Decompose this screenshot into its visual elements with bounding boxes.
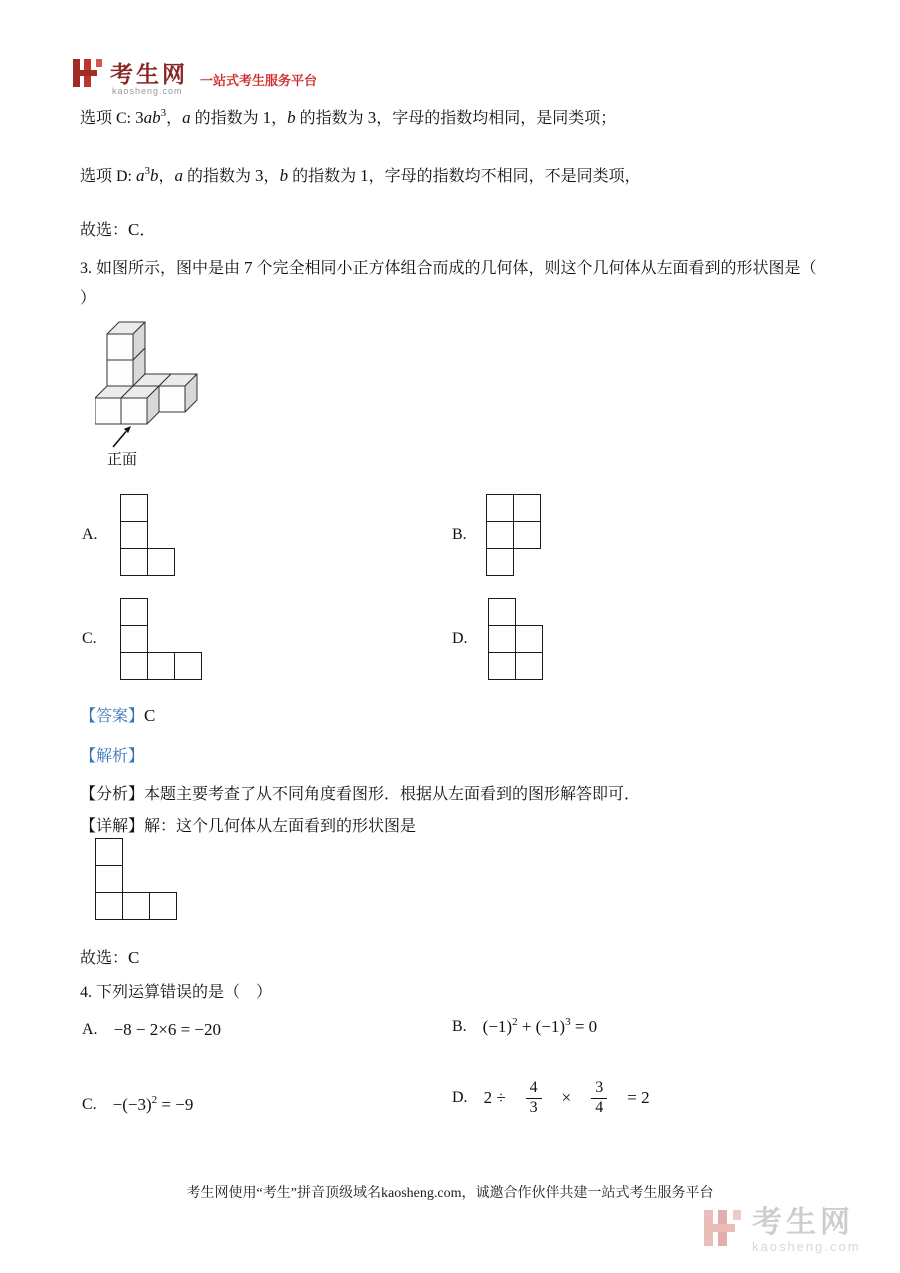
text-segment: 4. 下列运算错误的是（ ） (80, 984, 273, 1001)
fraction-numerator: 4 (526, 1080, 542, 1099)
analysis-text (80, 782, 870, 808)
text-segment: a (136, 166, 145, 185)
analysis-header (80, 744, 870, 770)
explanation-figure (95, 838, 177, 920)
grid-cell (486, 521, 514, 549)
fraction-three-fourths (591, 1080, 607, 1117)
q4-option-a-label: A. (82, 1021, 98, 1038)
text-segment: = 0 (570, 1017, 598, 1036)
option-d-label: D. (452, 630, 468, 647)
text-segment: b (287, 108, 296, 127)
grid-cell (149, 892, 177, 920)
text-segment: 7 (244, 258, 253, 277)
q4-option-a-expression (114, 1020, 221, 1040)
brand-tagline: 一站式考生服务平台 (200, 73, 318, 88)
cube-stack (95, 322, 197, 424)
text-segment: ， (166, 110, 183, 127)
option-a-figure (120, 494, 175, 576)
text-segment: C (128, 948, 140, 967)
answer-value: C (144, 706, 156, 725)
text-segment: 3 (135, 108, 144, 127)
question4-stem (80, 980, 870, 1006)
grid-cell (488, 625, 516, 653)
q4-option-d (452, 1080, 650, 1117)
text-segment: 3 (144, 165, 151, 177)
text-segment: C (128, 220, 140, 239)
text-segment: 3. 如图所示，图中是由 (80, 260, 245, 277)
brand-name: 考生网 (110, 62, 188, 87)
logo-bar (73, 70, 97, 76)
grid-cell (120, 598, 148, 626)
solution-conclusion (80, 216, 870, 244)
text-segment: 3 (565, 1016, 571, 1028)
q4-option-c-label: C. (82, 1095, 97, 1113)
option-c-label: C. (82, 630, 97, 647)
text-segment: 【详解】解：这个几何体从左面看到的形状图是 (80, 818, 417, 835)
text-segment: ， (263, 168, 280, 185)
q4-option-d-label: D. (452, 1089, 468, 1107)
option-b-figure (486, 494, 541, 576)
text-segment: 故选： (80, 222, 129, 239)
grid-cell (513, 494, 541, 522)
text-segment: ，字母的指数均相同，是同类项； (376, 110, 617, 127)
watermark-brand: 考生网 (752, 1206, 854, 1239)
detail-text (80, 814, 870, 840)
text-segment: −8 − 2×6 = −20 (113, 1020, 221, 1039)
option-d-figure (488, 598, 543, 680)
q4-option-b-label: B. (452, 1017, 467, 1035)
fraction-four-thirds (526, 1080, 542, 1117)
fraction-denominator: 4 (595, 1098, 604, 1116)
text-segment: ， (271, 110, 288, 127)
kaosheng-logo-icon (70, 56, 104, 90)
grid-cell (120, 494, 148, 522)
option-b-label: B. (452, 526, 467, 543)
text-segment: 故选： (80, 950, 129, 967)
watermark-text-block (752, 1206, 861, 1254)
text-segment: 的指数为 (295, 110, 368, 127)
text-segment: 选项 C: (80, 110, 136, 127)
brand-domain: kaosheng.com (112, 86, 183, 96)
text-segment: 个完全相同小正方体组合而成的几何体，则这个几何体从左面看到的形状图是（ (252, 260, 817, 277)
option-c-figure (120, 598, 202, 680)
grid-cell (147, 652, 175, 680)
text-segment: 1 (360, 166, 369, 185)
logo-dot (733, 1210, 741, 1220)
text-segment: 1 (262, 108, 272, 127)
q4-option-a (82, 1020, 221, 1040)
q4-option-b (452, 1016, 597, 1037)
text-segment: 的指数为 (190, 110, 263, 127)
grid-cell (174, 652, 202, 680)
text-segment: = −9 (157, 1095, 194, 1114)
grid-cell (95, 838, 123, 866)
grid-cell (120, 548, 148, 576)
grid-cell (513, 521, 541, 549)
text-segment: 选项 D: (80, 168, 137, 185)
grid-cell (95, 865, 123, 893)
text-segment: 2 (151, 1094, 158, 1106)
grid-cell (95, 892, 123, 920)
grid-cell (515, 625, 543, 653)
grid-cell (147, 548, 175, 576)
text-segment: ab (143, 108, 161, 127)
kaosheng-watermark-icon (700, 1206, 744, 1250)
text-segment: −(−3) (112, 1095, 152, 1114)
grid-cell (120, 521, 148, 549)
logo-dot (96, 59, 102, 67)
question3-stem-line1 (80, 254, 870, 282)
q4-option-c (82, 1094, 193, 1115)
text-segment: 的指数为 (288, 168, 361, 185)
grid-cell (488, 598, 516, 626)
grid-cell (488, 652, 516, 680)
text-segment: b (150, 166, 159, 185)
text-segment: 的指数为 (183, 168, 256, 185)
watermark-domain: kaosheng.com (752, 1239, 861, 1254)
fraction-numerator: 3 (591, 1080, 607, 1099)
q4-option-d-pre: 2 ÷ (483, 1088, 506, 1108)
text-segment: 3 (160, 107, 167, 119)
kaosheng-watermark (700, 1206, 861, 1254)
text-segment: + (−1) (517, 1017, 566, 1036)
text-segment: a (182, 108, 191, 127)
grid-cell (120, 652, 148, 680)
front-direction-arrow (113, 426, 131, 447)
grid-cell (120, 625, 148, 653)
text-segment: ，字母的指数均不相同，不是同类项， (368, 168, 641, 185)
text-segment: 2 (512, 1016, 518, 1028)
solution-line-option-c (80, 104, 870, 132)
q4-option-d-times: × (561, 1088, 572, 1108)
page-footer-text: 考生网使用“考生”拼音顶级域名kaosheng.com，诚邀合作伙伴共建一站式考生服务平台 (186, 1186, 714, 1201)
grid-cell (515, 652, 543, 680)
solution-line-option-d (80, 162, 870, 190)
front-face-label: 正面 (107, 452, 138, 468)
text-segment: b (279, 166, 289, 185)
q4-option-d-result: = 2 (627, 1088, 650, 1108)
option-a-label: A. (82, 526, 98, 543)
answer-line (80, 702, 870, 730)
text-segment: ， (158, 168, 175, 185)
text-segment: 【分析】本题主要考查了从不同角度看图形．根据从左面看到的图形解答即可． (80, 786, 641, 803)
grid-cell (486, 548, 514, 576)
q4-option-c-expression (113, 1094, 194, 1115)
grid-cell (486, 494, 514, 522)
text-segment: ） (80, 290, 97, 307)
q4-option-b-expression (483, 1016, 598, 1037)
cube-figure-svg (95, 290, 235, 468)
text-segment: 3 (367, 108, 377, 127)
analysis-label: 【解析】 (80, 748, 145, 765)
fraction-denominator: 3 (529, 1098, 538, 1116)
text-segment: ． (139, 222, 156, 239)
text-segment: 3 (255, 166, 264, 185)
answer-label: 【答案】 (80, 708, 145, 725)
text-segment: (−1) (482, 1017, 513, 1036)
grid-cell (122, 892, 150, 920)
text-segment: a (174, 166, 184, 185)
cube-figure (95, 290, 235, 473)
question3-conclusion (80, 944, 870, 972)
logo-bar (704, 1224, 735, 1232)
